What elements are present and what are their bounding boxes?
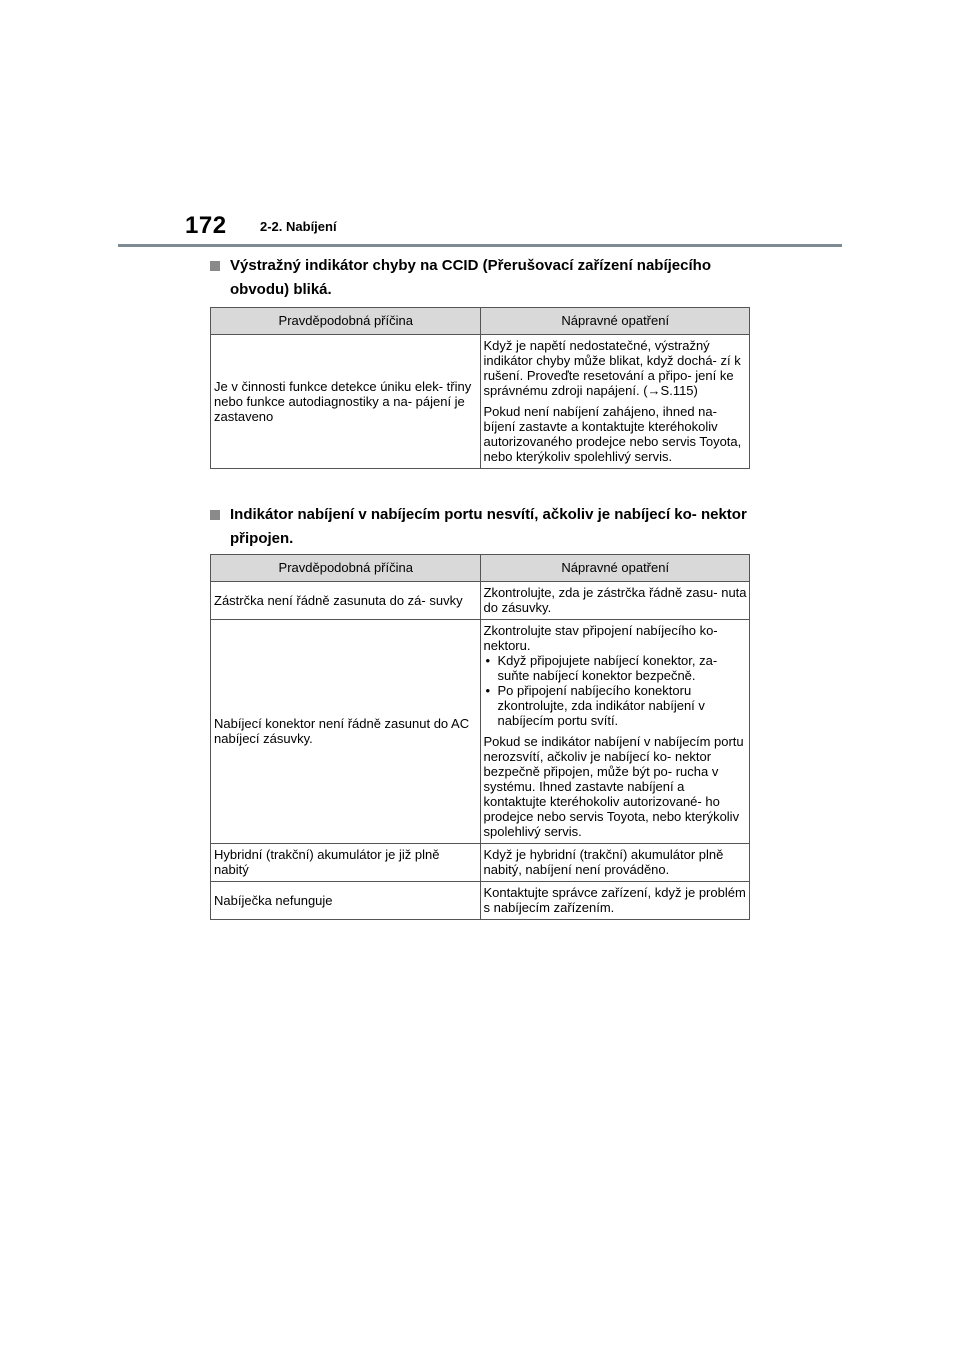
page-number: 172 [185, 212, 227, 239]
bullet-item [484, 683, 748, 728]
square-bullet-icon [210, 510, 220, 520]
bullet-text: Když připojujete nabíjecí konektor, za- suňte nabíjecí konektor bezpečně. [497, 653, 718, 683]
header-divider [118, 244, 842, 247]
cause-cell: Je v činnosti funkce detekce úniku elek- třiny nebo funkce autodiagnostiky a na- pájení je zastaveno [211, 335, 481, 469]
remedy-cell [480, 335, 750, 469]
section2-heading [210, 503, 750, 551]
table-row [211, 582, 750, 620]
column-header-remedy: Nápravné opatření [480, 555, 750, 582]
cause-cell: Nabíječka nefunguje [211, 882, 481, 920]
table-ccid-error [210, 307, 750, 469]
bullet-dot-icon: • [485, 683, 491, 698]
section2-heading-text: Indikátor nabíjení v nabíjecím portu nesvítí, ačkoliv je nabíjecí ko- nektor připojen. [230, 506, 747, 547]
column-header-remedy: Nápravné opatření [480, 308, 750, 335]
remedy-paragraph: Zkontrolujte stav připojení nabíjecího ko- nektoru. [483, 623, 718, 653]
remedy-cell: Zkontrolujte, zda je zástrčka řádně zasu- nuta do zásuvky. [480, 582, 750, 620]
table-charging-indicator [210, 554, 750, 920]
cause-cell: Nabíjecí konektor není řádně zasunut do AC nabíjecí zásuvky. [211, 620, 481, 844]
cause-cell: Hybridní (trakční) akumulátor je již plně nabitý [211, 844, 481, 882]
section-title: 2-2. Nabíjení [260, 219, 337, 234]
column-header-cause: Pravděpodobná příčina [211, 308, 481, 335]
remedy-cell [480, 620, 750, 844]
section1-heading-text: Výstražný indikátor chyby na CCID (Přerušovací zařízení nabíjecího obvodu) bliká. [230, 257, 711, 298]
bullet-text: Po připojení nabíjecího konektoru zkontrolujte, zda indikátor nabíjení v nabíjecím portu svítí. [497, 683, 705, 728]
table-header-row [211, 308, 750, 335]
table-header-row [211, 555, 750, 582]
table-row [211, 844, 750, 882]
remedy-paragraph: Pokud se indikátor nabíjení v nabíjecím portu nerozsvítí, ačkoliv je nabíjecí ko- nektor bezpečně připojen, může být po- rucha v systému. Ihned zastavte nabíjení a kontaktujte kteréhokoliv autorizované- ho prodejce nebo servis Toyota, nebo kterýkoliv spolehlivý servis. [483, 734, 744, 839]
remedy-cell: Když je hybridní (trakční) akumulátor plně nabitý, nabíjení není prováděno. [480, 844, 750, 882]
square-bullet-icon [210, 261, 220, 271]
table-row [211, 335, 750, 469]
remedy-cell: Kontaktujte správce zařízení, když je problém s nabíjecím zařízením. [480, 882, 750, 920]
section1-heading [210, 254, 750, 302]
remedy-paragraph: Pokud není nabíjení zahájeno, ihned na- bíjení zastavte a kontaktujte kteréhokoliv autorizovaného prodejce nebo servis Toyota, nebo kterýkoliv spolehlivý servis. [483, 404, 742, 464]
table-row [211, 620, 750, 844]
table-row [211, 882, 750, 920]
bullet-dot-icon: • [485, 653, 491, 668]
bullet-item [484, 653, 748, 683]
cause-cell: Zástrčka není řádně zasunuta do zá- suvky [211, 582, 481, 620]
remedy-paragraph: Když je napětí nedostatečné, výstražný indikátor chyby může blikat, když dochá- zí k rušení. Proveďte resetování a připo- jení ke správnému zdroji napájení. (→S.115) [483, 338, 741, 398]
column-header-cause: Pravděpodobná příčina [211, 555, 481, 582]
